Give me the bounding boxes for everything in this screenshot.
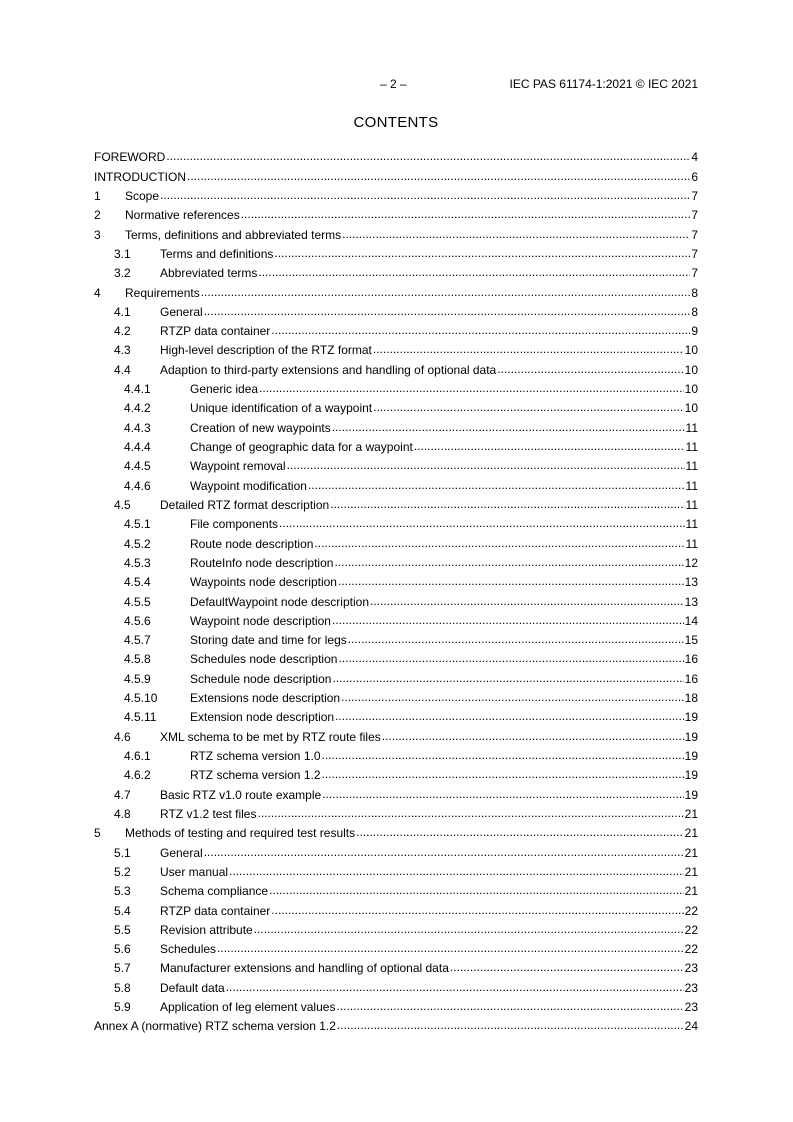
dot-leader xyxy=(217,941,684,955)
toc-entry[interactable] xyxy=(94,357,698,376)
toc-entry-page: 11 xyxy=(685,536,698,551)
toc-entry-number: 4.5.3 xyxy=(124,555,151,570)
toc-entry[interactable] xyxy=(94,647,698,666)
toc-entry-label: User manual xyxy=(160,864,229,879)
dot-leader xyxy=(335,709,684,723)
dot-leader xyxy=(229,864,684,878)
toc-entry-label: Terms, definitions and abbreviated terms xyxy=(125,227,342,242)
toc-entry-page: 10 xyxy=(684,382,698,397)
toc-entry-page: 13 xyxy=(684,575,698,590)
toc-entry-page: 7 xyxy=(691,246,698,261)
toc-entry[interactable] xyxy=(94,975,698,994)
toc-entry-label: Waypoints node description xyxy=(190,575,337,590)
toc-entry-page: 13 xyxy=(684,594,698,609)
dot-leader xyxy=(322,767,684,781)
toc-entry-page: 21 xyxy=(684,864,698,879)
toc-entry-number: 2 xyxy=(94,208,101,223)
dot-leader xyxy=(370,594,684,608)
toc-entry-label: Requirements xyxy=(125,285,200,300)
toc-entry-page: 24 xyxy=(684,1019,698,1034)
toc-entry-label: XML schema to be met by RTZ route files xyxy=(160,729,381,744)
toc-entry-label: Normative references xyxy=(125,208,240,223)
toc-entry[interactable] xyxy=(94,415,698,434)
toc-entry-number: 5.5 xyxy=(114,922,131,937)
toc-entry-label: Route node description xyxy=(190,536,314,551)
toc-entry[interactable] xyxy=(94,724,698,743)
toc-entry-label: Storing date and time for legs xyxy=(190,633,347,648)
toc-entry[interactable] xyxy=(94,918,698,937)
toc-entry[interactable] xyxy=(94,242,698,261)
dot-leader xyxy=(187,169,690,183)
dot-leader xyxy=(226,980,684,994)
toc-entry[interactable] xyxy=(94,338,698,357)
dot-leader xyxy=(160,188,690,202)
toc-entry-label: Extensions node description xyxy=(190,691,341,706)
toc-entry[interactable] xyxy=(94,319,698,338)
toc-entry-label: FOREWORD xyxy=(94,150,166,165)
toc-entry-number: 4.3 xyxy=(114,343,131,358)
toc-entry-label: Waypoint node description xyxy=(190,613,331,628)
toc-entry-page: 22 xyxy=(684,903,698,918)
toc-entry-label: Unique identification of a waypoint xyxy=(190,401,373,416)
dot-leader xyxy=(322,748,684,762)
dot-leader xyxy=(338,651,683,665)
toc-entry-page: 9 xyxy=(691,324,698,339)
toc-entry[interactable] xyxy=(94,261,698,280)
toc-entry-number: 3.1 xyxy=(114,246,131,261)
page-number: – 2 – xyxy=(380,77,407,91)
dot-leader xyxy=(332,613,684,627)
toc-entry[interactable] xyxy=(94,184,698,203)
toc-entry-number: 4.5.8 xyxy=(124,652,151,667)
toc-entry-page: 7 xyxy=(691,188,698,203)
toc-entry[interactable] xyxy=(94,821,698,840)
toc-entry[interactable] xyxy=(94,203,698,222)
toc-entry[interactable] xyxy=(94,531,698,550)
toc-entry-number: 4.6.2 xyxy=(124,768,151,783)
dot-leader xyxy=(204,845,684,859)
dot-leader xyxy=(271,323,690,337)
dot-leader xyxy=(356,825,684,839)
toc-entry[interactable] xyxy=(94,222,698,241)
dot-leader xyxy=(254,922,684,936)
toc-entry-page: 21 xyxy=(684,826,698,841)
dot-leader xyxy=(257,806,683,820)
toc-entry-page: 19 xyxy=(684,729,698,744)
toc-entry[interactable] xyxy=(94,377,698,396)
toc-entry-label: Terms and definitions xyxy=(160,246,274,261)
toc-entry-number: 4.8 xyxy=(114,806,131,821)
toc-entry[interactable] xyxy=(94,956,698,975)
toc-entry-label: Adaption to third-party extensions and handling of optional data xyxy=(160,362,497,377)
dot-leader xyxy=(201,285,691,299)
toc-entry-number: 4.5.11 xyxy=(124,710,157,725)
toc-entry-page: 10 xyxy=(684,343,698,358)
toc-entry-number: 4.5.9 xyxy=(124,671,151,686)
toc-entry-page: 11 xyxy=(685,497,698,512)
toc-entry-number: 4.6 xyxy=(114,729,131,744)
dot-leader xyxy=(414,439,685,453)
toc-entry-number: 4 xyxy=(94,285,101,300)
toc-entry-number: 4.4.2 xyxy=(124,401,151,416)
dot-leader xyxy=(308,478,685,492)
toc-entry-number: 3.2 xyxy=(114,266,131,281)
toc-entry-label: Schema compliance xyxy=(160,884,269,899)
toc-entry-label: Application of leg element values xyxy=(160,1000,336,1015)
toc-entry-label: Change of geographic data for a waypoint xyxy=(190,440,413,454)
dot-leader xyxy=(336,999,683,1013)
toc-entry-page: 11 xyxy=(685,440,698,454)
toc-entry[interactable] xyxy=(94,551,698,570)
toc-entry[interactable] xyxy=(94,937,698,956)
toc-entry-page: 10 xyxy=(684,401,698,416)
toc-entry-number: 4.6.1 xyxy=(124,749,151,763)
toc-entry[interactable] xyxy=(94,686,698,705)
toc-entry-page: 11 xyxy=(685,517,698,532)
toc-entry-page: 12 xyxy=(684,555,698,570)
toc-entry-page: 4 xyxy=(691,150,698,165)
toc-entry-label: Manufacturer extensions and handling of optional data xyxy=(160,961,449,976)
toc-entry-number: 4.4.5 xyxy=(124,459,151,474)
dot-leader xyxy=(497,362,683,376)
toc-entry-number: 4.5.6 xyxy=(124,613,151,628)
toc-entry-number: 5.8 xyxy=(114,980,131,995)
toc-entry-page: 21 xyxy=(684,845,698,860)
toc-entry-label: Schedules node description xyxy=(190,652,338,667)
dot-leader xyxy=(330,497,684,511)
toc-entry-label: Basic RTZ v1.0 route example xyxy=(160,787,322,802)
toc-entry-label: RTZ schema version 1.2 xyxy=(190,768,321,783)
toc-entry-label: RouteInfo node description xyxy=(190,555,334,570)
dot-leader xyxy=(166,149,690,163)
toc-entry[interactable] xyxy=(94,300,698,319)
toc-entry-label: High-level description of the RTZ format xyxy=(160,343,372,358)
dot-leader xyxy=(271,903,683,917)
toc-entry-number: 5.4 xyxy=(114,903,131,918)
toc-entry-number: 5.9 xyxy=(114,1000,131,1015)
toc-entry-label: Generic idea xyxy=(190,382,259,397)
toc-entry-number: 4.4.1 xyxy=(124,382,151,397)
toc-entry-number: 4.5.1 xyxy=(124,517,151,532)
toc-entry-number: 4.5.7 xyxy=(124,633,151,648)
dot-leader xyxy=(332,671,683,685)
toc-entry-label: RTZP data container xyxy=(160,903,271,918)
dot-leader xyxy=(241,207,691,221)
toc-entry-number: 4.4 xyxy=(114,362,131,377)
toc-entry-label: RTZ schema version 1.0 xyxy=(190,749,321,763)
dot-leader xyxy=(204,304,691,318)
dot-leader xyxy=(373,342,684,356)
toc-entry[interactable] xyxy=(94,493,698,512)
toc-entry-label: Waypoint modification xyxy=(190,478,307,493)
toc-entry-number: 5.3 xyxy=(114,884,131,899)
page-title: CONTENTS xyxy=(353,114,439,131)
toc-entry-page: 7 xyxy=(691,227,698,242)
toc-entry-page: 19 xyxy=(684,710,698,725)
dot-leader xyxy=(258,265,690,279)
dot-leader xyxy=(332,420,685,434)
toc-entry-page: 18 xyxy=(684,691,698,706)
toc-entry[interactable] xyxy=(94,454,698,473)
toc-entry-page: 23 xyxy=(684,980,698,995)
toc-entry-page: 14 xyxy=(684,613,698,628)
toc-entry-label: Methods of testing and required test results xyxy=(125,826,356,841)
toc-entry-page: 6 xyxy=(691,169,698,184)
toc-entry-number: 4.5.2 xyxy=(124,536,151,551)
toc-entry-label: General xyxy=(160,304,203,319)
toc-entry-label: DefaultWaypoint node description xyxy=(190,594,369,609)
toc-entry-number: 4.5.5 xyxy=(124,594,151,609)
toc-entry-page: 22 xyxy=(684,942,698,957)
toc-entry[interactable] xyxy=(94,1014,698,1033)
toc-entry-page: 11 xyxy=(685,459,698,474)
toc-entry-number: 3 xyxy=(94,227,101,242)
toc-entry[interactable] xyxy=(94,164,698,183)
dot-leader xyxy=(274,246,690,260)
toc-entry-label: Creation of new waypoints xyxy=(190,420,331,435)
toc-entry-label: Default data xyxy=(160,980,225,995)
toc-entry-label: RTZP data container xyxy=(160,324,271,339)
dot-leader xyxy=(373,400,684,414)
table-of-contents xyxy=(94,145,698,1033)
toc-entry-page: 8 xyxy=(691,285,698,300)
toc-entry-label: Detailed RTZ format description xyxy=(160,497,330,512)
toc-entry[interactable] xyxy=(94,782,698,801)
dot-leader xyxy=(348,632,684,646)
toc-entry-label: Abbreviated terms xyxy=(160,266,258,281)
dot-leader xyxy=(341,690,684,704)
toc-entry[interactable] xyxy=(94,666,698,685)
toc-entry-page: 7 xyxy=(691,208,698,223)
toc-entry-number: 4.4.3 xyxy=(124,420,151,435)
toc-entry[interactable] xyxy=(94,512,698,531)
dot-leader xyxy=(382,729,684,743)
toc-entry-page: 21 xyxy=(684,884,698,899)
toc-entry-label: Revision attribute xyxy=(160,922,253,937)
toc-entry-number: 5.2 xyxy=(114,864,131,879)
toc-entry-page: 22 xyxy=(684,922,698,937)
toc-entry[interactable] xyxy=(94,860,698,879)
dot-leader xyxy=(287,458,685,472)
page-header xyxy=(94,77,698,93)
toc-entry-number: 4.4.6 xyxy=(124,478,151,493)
toc-entry-number: 5.7 xyxy=(114,961,131,976)
dot-leader xyxy=(342,227,690,241)
toc-entry-page: 23 xyxy=(684,1000,698,1015)
toc-entry-label: Schedule node description xyxy=(190,671,332,686)
toc-entry-number: 4.4.4 xyxy=(124,440,151,454)
toc-entry-label: Schedules xyxy=(160,942,217,957)
toc-entry[interactable] xyxy=(94,435,698,454)
toc-entry[interactable] xyxy=(94,879,698,898)
toc-entry-page: 11 xyxy=(685,478,698,493)
toc-entry-page: 19 xyxy=(684,749,698,763)
toc-entry[interactable] xyxy=(94,280,698,299)
toc-entry[interactable] xyxy=(94,898,698,917)
toc-entry-number: 5.1 xyxy=(114,845,131,860)
dot-leader xyxy=(337,1018,684,1032)
document-reference: IEC PAS 61174-1:2021 © IEC 2021 xyxy=(509,77,698,91)
toc-entry-page: 19 xyxy=(684,787,698,802)
dot-leader xyxy=(259,381,684,395)
toc-entry-number: 5.6 xyxy=(114,942,131,957)
toc-entry-label: Annex A (normative) RTZ schema version 1.2 xyxy=(94,1019,336,1034)
toc-entry-page: 19 xyxy=(684,768,698,783)
toc-entry-page: 16 xyxy=(684,652,698,667)
toc-entry-label: File components xyxy=(190,517,279,532)
toc-entry-number: 4.5.10 xyxy=(124,691,158,706)
toc-entry-page: 15 xyxy=(684,633,698,648)
toc-entry-page: 7 xyxy=(691,266,698,281)
toc-entry[interactable] xyxy=(94,705,698,724)
toc-entry[interactable] xyxy=(94,473,698,492)
toc-entry[interactable] xyxy=(94,589,698,608)
toc-entry[interactable] xyxy=(94,145,698,164)
toc-entry-number: 4.5.4 xyxy=(124,575,151,590)
toc-entry[interactable] xyxy=(94,744,698,763)
toc-entry[interactable] xyxy=(94,840,698,859)
toc-entry[interactable] xyxy=(94,396,698,415)
dot-leader xyxy=(334,555,683,569)
toc-entry-label: INTRODUCTION xyxy=(94,169,186,184)
toc-entry-page: 8 xyxy=(691,304,698,319)
toc-entry-page: 11 xyxy=(685,420,698,435)
dot-leader xyxy=(338,574,684,588)
toc-entry-label: Scope xyxy=(125,188,160,203)
toc-entry-label: Extension node description xyxy=(190,710,335,725)
toc-entry-label: RTZ v1.2 test files xyxy=(160,806,257,821)
toc-entry-number: 4.2 xyxy=(114,324,131,339)
toc-entry[interactable] xyxy=(94,609,698,628)
toc-entry-number: 1 xyxy=(94,188,101,203)
toc-entry-number: 5 xyxy=(94,826,101,841)
dot-leader xyxy=(269,883,684,897)
toc-entry-number: 4.1 xyxy=(114,304,131,319)
toc-entry-page: 10 xyxy=(684,362,698,377)
toc-entry[interactable] xyxy=(94,802,698,821)
toc-entry[interactable] xyxy=(94,570,698,589)
toc-entry-number: 4.7 xyxy=(114,787,131,802)
toc-entry[interactable] xyxy=(94,763,698,782)
toc-entry-number: 4.5 xyxy=(114,497,131,512)
toc-entry-label: General xyxy=(160,845,203,860)
toc-entry-page: 16 xyxy=(684,671,698,686)
toc-entry-page: 23 xyxy=(684,961,698,976)
toc-entry[interactable] xyxy=(94,995,698,1014)
toc-entry[interactable] xyxy=(94,628,698,647)
toc-entry-page: 21 xyxy=(684,806,698,821)
dot-leader xyxy=(279,516,684,530)
dot-leader xyxy=(322,787,683,801)
toc-entry-label: Waypoint removal xyxy=(190,459,286,474)
dot-leader xyxy=(450,960,684,974)
dot-leader xyxy=(314,536,684,550)
